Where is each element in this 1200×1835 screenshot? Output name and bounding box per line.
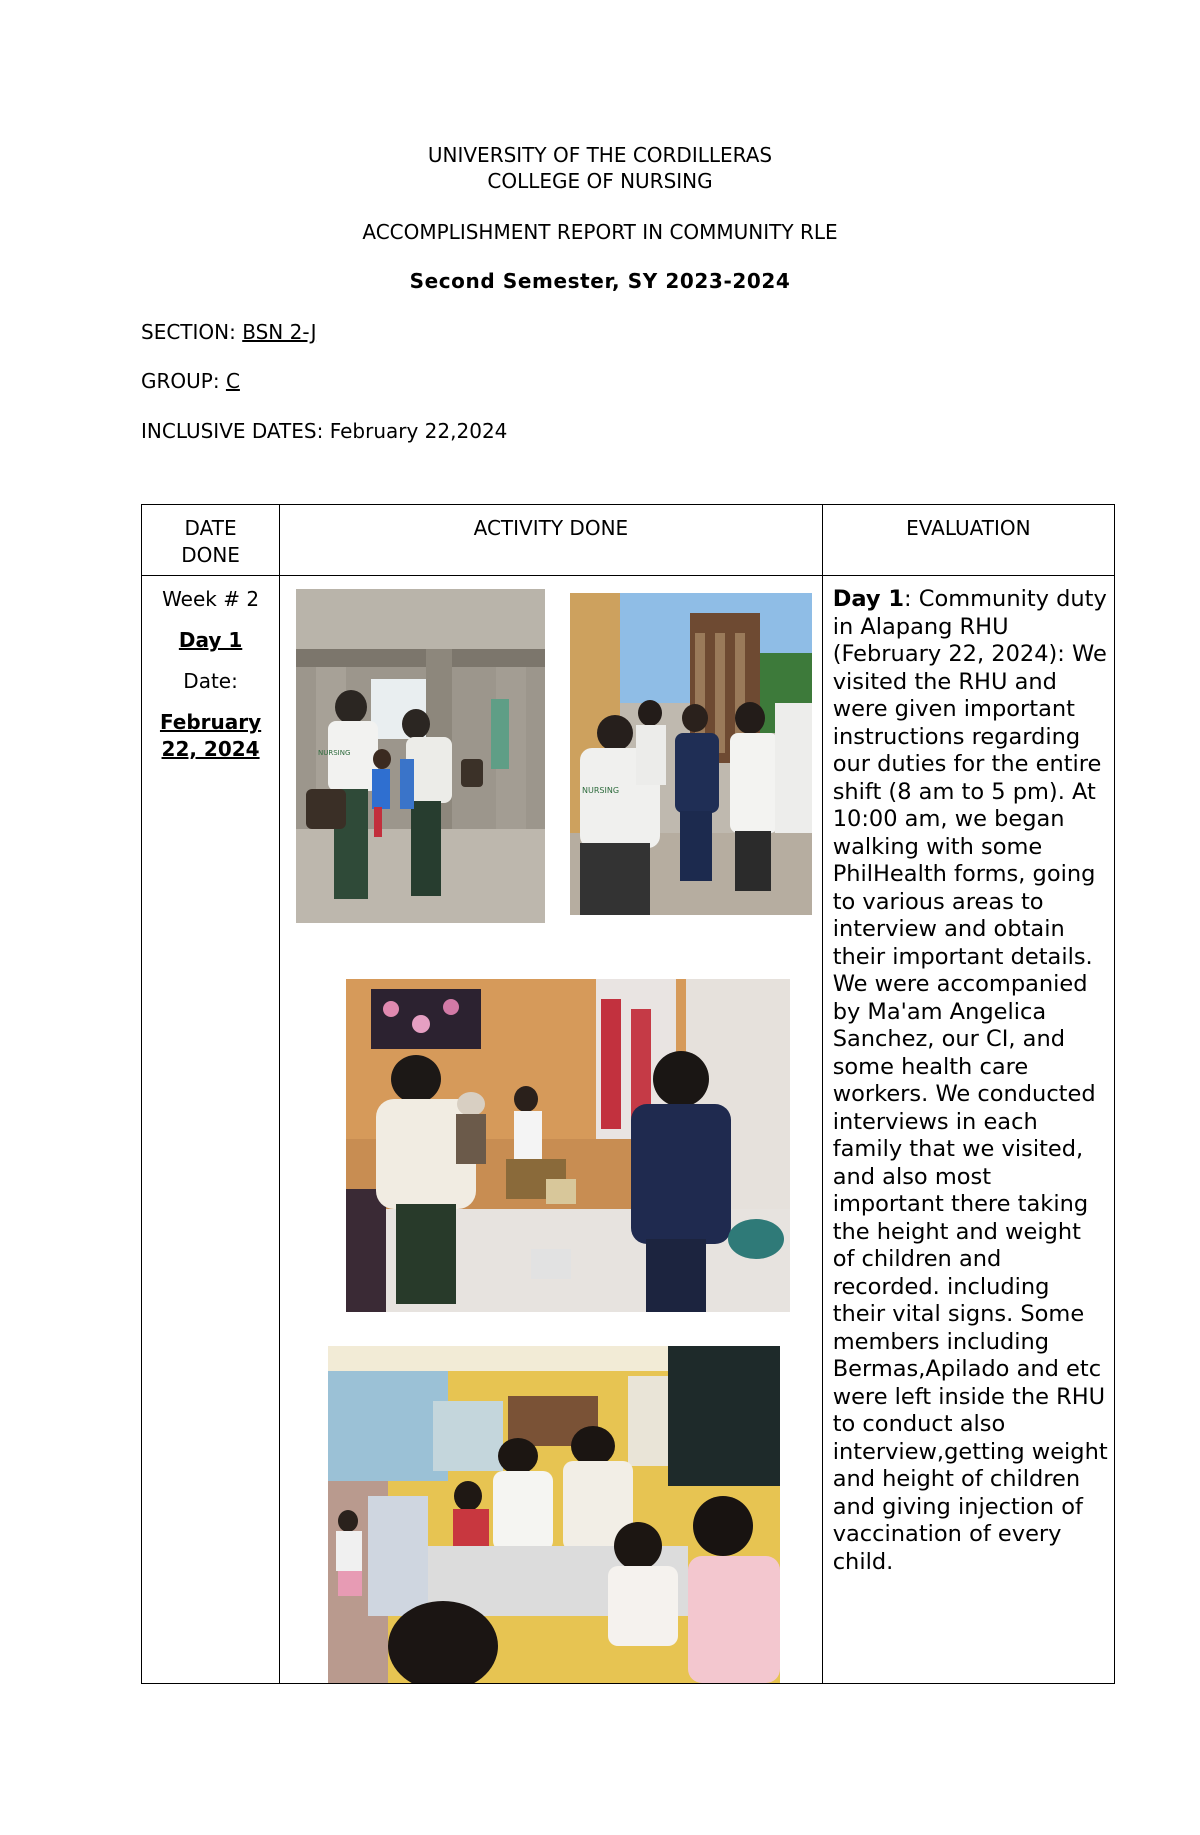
evaluation-cell bbox=[822, 576, 1114, 1684]
photo-2-uniform-text: NURSING bbox=[582, 786, 620, 795]
activity-photo-3-image bbox=[346, 979, 790, 1312]
table-row bbox=[142, 576, 1115, 1684]
header-date-line2: DONE bbox=[181, 543, 240, 567]
evaluation-text: : Community duty in Alapang RHU (February 22, 2024): We visited the RHU and were given important instructions regarding our duties for the entire shift (8 am to 5 pm). At 10:00 am, we began walking with some PhilHealth forms, going to various areas to interview and obtain their important details. We were accompanied by Ma'am Angelica Sanchez, our CI, and some health care workers. We conducted interviews in each family that we visited, and also most important there taking the height and weight of children and recorded. including their vital signs. Some members including Bermas,Apilado and etc were left inside the RHU to conduct also interview,getting weight and height of children and giving injection of vaccination of every child. bbox=[832, 586, 1108, 1575]
header-date-line1: DATE bbox=[184, 516, 237, 540]
section-value: BSN 2-J bbox=[242, 320, 317, 344]
university-name: UNIVERSITY OF THE CORDILLERAS bbox=[427, 143, 773, 167]
dates-label: INCLUSIVE DATES: bbox=[141, 419, 330, 443]
day-label: Day 1 bbox=[178, 628, 243, 652]
activity-photo-4 bbox=[328, 1346, 780, 1683]
group-label: GROUP: bbox=[141, 369, 226, 393]
activity-cell bbox=[280, 576, 823, 1684]
group-line bbox=[141, 369, 240, 393]
photo-1-uniform-text: NURSING bbox=[318, 749, 351, 757]
dates-line bbox=[141, 419, 507, 443]
semester: Second Semester, SY 2023-2024 bbox=[409, 269, 791, 293]
report-title: ACCOMPLISHMENT REPORT IN COMMUNITY RLE bbox=[362, 220, 838, 244]
header-activity: ACTIVITY DONE bbox=[280, 505, 823, 576]
date-value-line2: 22, 2024 bbox=[161, 737, 260, 761]
college-name: COLLEGE OF NURSING bbox=[487, 169, 713, 193]
activity-photo-2 bbox=[570, 593, 812, 915]
date-cell bbox=[142, 576, 280, 1684]
activity-photo-4-image bbox=[328, 1346, 780, 1683]
activity-photo-1 bbox=[296, 589, 545, 923]
section-line bbox=[141, 320, 317, 344]
activity-photo-3 bbox=[346, 979, 790, 1312]
dates-value: February 22,2024 bbox=[329, 419, 508, 443]
header-evaluation: EVALUATION bbox=[822, 505, 1114, 576]
date-label: Date: bbox=[183, 669, 238, 693]
evaluation-day-label: Day 1 bbox=[832, 586, 905, 612]
table-header-row bbox=[142, 505, 1115, 576]
week-label: Week # 2 bbox=[162, 587, 260, 611]
report-table bbox=[141, 504, 1115, 1684]
activity-photo-1-image bbox=[296, 589, 545, 923]
group-value: C bbox=[225, 369, 240, 393]
header-date-done bbox=[142, 505, 280, 576]
date-value-line1: February bbox=[159, 710, 262, 734]
section-label: SECTION: bbox=[141, 320, 243, 344]
activity-photo-2-image bbox=[570, 593, 812, 915]
